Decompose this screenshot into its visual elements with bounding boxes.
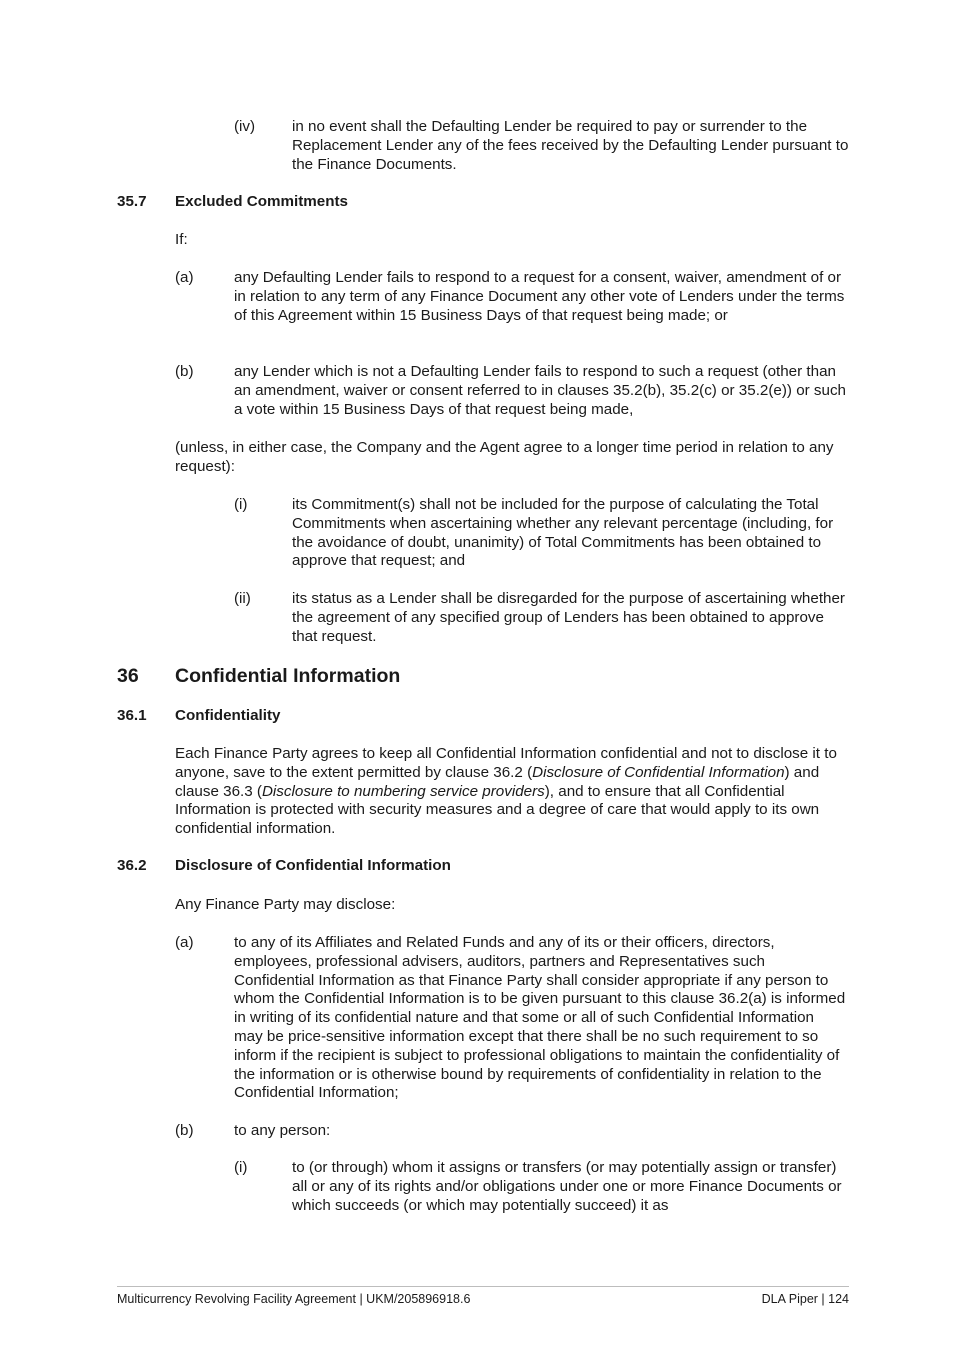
paragraph: to any of its Affiliates and Related Funds and any of its or their officers, directors, employees, professional advisers, auditors, partners and Representatives such Confidential Information as that Finance Party shall consider appropriate if any person to whom the Confidential Information is to be given pursuant to this clause 36.2(a) is informed in writing of its confidential nature and that some or all of such Confidential Information may be price-sensitive information except that there shall be no such requirement to so inform if the recipient is subject to professional obligations to maintain the confidentiality of the information or is otherwise bound by requirements of confidentiality in relation to the Confidential Information; [234, 934, 846, 1102]
section-number: 36 [117, 665, 139, 687]
clause-heading: Confidentiality [175, 707, 281, 724]
paragraph: its status as a Lender shall be disregarded for the purpose of ascertaining whether the agreement of any specified group of Lenders has been obtained to approve that request. [292, 590, 845, 645]
section-heading: Confidential Information [175, 665, 401, 687]
list-marker: (iv) [234, 118, 256, 135]
list-marker: (ii) [234, 590, 251, 607]
list-marker: (b) [175, 1122, 194, 1139]
paragraph: If: [175, 231, 188, 248]
clause-number: 36.2 [117, 857, 147, 874]
italic-reference: Disclosure of Confidential Information [532, 763, 785, 781]
paragraph: any Defaulting Lender fails to respond to a request for a consent, waiver, amendment of or in relation to any term of any Finance Document any other vote of Lenders under the terms of this Agreement within 15 Business Days of that request being made; or [234, 269, 845, 324]
footer-page-number: DLA Piper | 124 [761, 1292, 849, 1306]
paragraph: any Lender which is not a Defaulting Lender fails to respond to such a request (other than an amendment, waiver or consent referred to in clauses 35.2(b), 35.2(c) or 35.2(e)) or such a vote within 15 Business Days of that request being made, [234, 363, 847, 418]
list-marker: (i) [234, 496, 248, 513]
paragraph: Any Finance Party may disclose: [175, 896, 396, 913]
clause-number: 36.1 [117, 707, 147, 724]
paragraph: its Commitment(s) shall not be included for the purpose of calculating the Total Commitments when ascertaining whether any relevant percentage (including, for the avoidance of doubt, unanimity) of Total Commitments has been obtained to approve that request; and [292, 496, 834, 570]
clause-heading: Excluded Commitments [175, 193, 349, 210]
paragraph: (unless, in either case, the Company and the Agent agree to a longer time period in relation to any request): [175, 439, 834, 475]
footer-document-reference: Multicurrency Revolving Facility Agreement | UKM/205896918.6 [117, 1292, 471, 1306]
list-marker: (i) [234, 1159, 248, 1176]
clause-heading: Disclosure of Confidential Information [175, 857, 451, 874]
footer-divider [117, 1286, 849, 1287]
list-marker: (a) [175, 934, 194, 951]
clause-number: 35.7 [117, 193, 147, 210]
paragraph: Each Finance Party agrees to keep all Confidential Information confidential and not to disclose it to anyone, save to the extent permitted by clause 36.2 (Disclosure of Confidential Information) and clause 36.3 (Disclosure to numbering service providers), and to ensure that all Confidential Information is protected with security measures and a degree of care that would apply to its own confidential information. [175, 745, 837, 838]
list-marker: (b) [175, 363, 194, 380]
paragraph: to any person: [234, 1122, 331, 1139]
paragraph: in no event shall the Defaulting Lender be required to pay or surrender to the Replacement Lender any of the fees received by the Defaulting Lender pursuant to the Finance Documents. [292, 118, 849, 173]
list-marker: (a) [175, 269, 194, 286]
italic-reference: Disclosure to numbering service providers [261, 782, 545, 800]
paragraph: to (or through) whom it assigns or transfers (or may potentially assign or transfer) all or any of its rights and/or obligations under one or more Finance Documents or which succeeds (or which may potentially succeed) it as [292, 1159, 842, 1214]
